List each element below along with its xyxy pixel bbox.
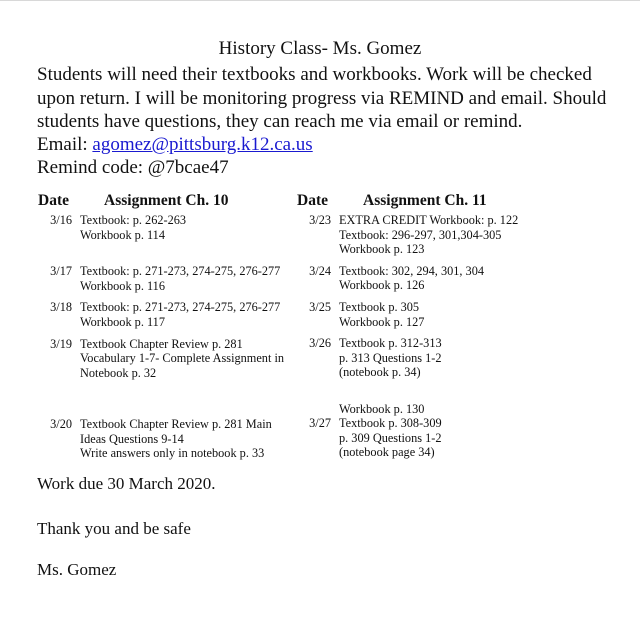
- thanks-line: Thank you and be safe: [37, 519, 191, 538]
- row-line: Workbook p. 114: [80, 227, 165, 242]
- table-row: [297, 213, 577, 257]
- row-gap: [297, 257, 577, 264]
- row-line: Textbook Chapter Review p. 281 Main: [80, 416, 272, 431]
- row-line: Textbook p. 308-309: [339, 416, 442, 431]
- row-line: EXTRA CREDIT Workbook: p. 122: [339, 213, 519, 227]
- row-line: Workbook p. 130: [339, 401, 425, 416]
- row-line: (notebook page 34): [339, 445, 435, 460]
- row-line: Ideas Questions 9-14: [80, 431, 184, 446]
- remind-code-line: Remind code: @7bcae47: [37, 157, 229, 178]
- row-date: 3/16: [50, 213, 72, 227]
- row-line: Workbook p. 117: [80, 314, 165, 329]
- row-date: 3/17: [50, 264, 72, 279]
- row-date: 3/20: [50, 416, 72, 431]
- row-gap: [297, 395, 577, 402]
- row-line: Textbook: p. 271-273, 274-275, 276-277: [80, 300, 281, 315]
- row-body: [80, 300, 296, 329]
- row-body: [80, 264, 296, 293]
- row-line: Workbook p. 126: [339, 278, 425, 293]
- row-body: [339, 213, 577, 257]
- row-line: (notebook p. 34): [339, 365, 421, 380]
- table-row: [38, 213, 296, 242]
- rows-ch10: [38, 213, 296, 461]
- row-line: p. 313 Questions 1-2: [339, 350, 442, 365]
- row-gap: [38, 380, 296, 402]
- row-line: Textbook: 302, 294, 301, 304: [339, 263, 484, 278]
- assignment-column-ch10: [38, 191, 296, 461]
- row-date: 3/23: [309, 213, 331, 227]
- column-header-assignment-right: Assignment Ch. 11: [363, 192, 487, 209]
- row-gap: [297, 329, 577, 336]
- row-gap: [297, 380, 577, 395]
- row-line: Textbook p. 305: [339, 299, 420, 314]
- email-link[interactable]: agomez@pittsburg.k12.ca.us: [92, 134, 313, 155]
- table-row: [297, 264, 577, 293]
- column-header-date-left: Date: [38, 192, 69, 209]
- row-line: Textbook: p. 262-263: [80, 213, 187, 227]
- row-date: 3/19: [50, 336, 72, 351]
- table-row: [38, 264, 296, 293]
- intro-paragraph: Students will need their textbooks and workbooks. Work will be checked upon return. I will be monitoring progress via REMIND and email. Should students have questions, they can reach me via email or remind.: [37, 64, 607, 132]
- email-line: [37, 133, 313, 157]
- row-body: [80, 213, 296, 242]
- row-date: 3/26: [309, 336, 331, 351]
- row-body: [339, 300, 577, 329]
- row-date: 3/25: [309, 299, 331, 314]
- email-label: Email:: [37, 134, 88, 155]
- table-row: [297, 416, 577, 460]
- row-date: 3/24: [309, 263, 331, 278]
- row-line: Workbook p. 123: [339, 242, 425, 257]
- row-line: Vocabulary 1-7- Complete Assignment in: [80, 351, 285, 366]
- table-row: [38, 300, 296, 329]
- row-body: [339, 336, 577, 380]
- row-line: Notebook p. 32: [80, 365, 157, 380]
- row-line: p. 309 Questions 1-2: [339, 430, 442, 445]
- row-gap: [297, 293, 577, 300]
- table-row: [38, 417, 296, 461]
- row-line: Textbook Chapter Review p. 281: [80, 336, 243, 351]
- row-date: 3/18: [50, 300, 72, 315]
- due-date-line: Work due 30 March 2020.: [37, 474, 216, 493]
- table-row: [38, 337, 296, 381]
- table-row: [297, 336, 577, 380]
- row-line: Workbook p. 116: [80, 278, 165, 293]
- row-body: [339, 264, 577, 293]
- assignment-table: [0, 191, 640, 461]
- table-row: [297, 300, 577, 329]
- row-line: Textbook p. 312-313: [339, 336, 442, 351]
- row-body: [80, 337, 296, 381]
- column-header-assignment-left: Assignment Ch. 10: [104, 192, 229, 209]
- assignment-column-ch11: [297, 191, 577, 460]
- row-gap: [38, 402, 296, 417]
- column-header-ch10: [38, 191, 296, 213]
- row-line: Write answers only in notebook p. 33: [80, 446, 265, 461]
- row-line: Textbook: 296-297, 301,304-305: [339, 227, 502, 242]
- row-body: [339, 416, 577, 460]
- row-gap: [38, 242, 296, 264]
- table-row: [297, 402, 577, 417]
- signature-line: Ms. Gomez: [37, 560, 117, 579]
- row-body: [339, 402, 577, 417]
- column-header-ch11: [297, 191, 577, 213]
- row-body: [80, 417, 296, 461]
- row-line: Workbook p. 127: [339, 314, 425, 329]
- page-title: History Class- Ms. Gomez: [218, 38, 422, 59]
- row-line: Textbook: p. 271-273, 274-275, 276-277: [80, 264, 281, 279]
- row-gap: [38, 330, 296, 337]
- row-date: 3/27: [309, 416, 331, 431]
- rows-ch11: [297, 213, 577, 460]
- row-gap: [38, 293, 296, 300]
- column-header-date-right: Date: [297, 192, 328, 209]
